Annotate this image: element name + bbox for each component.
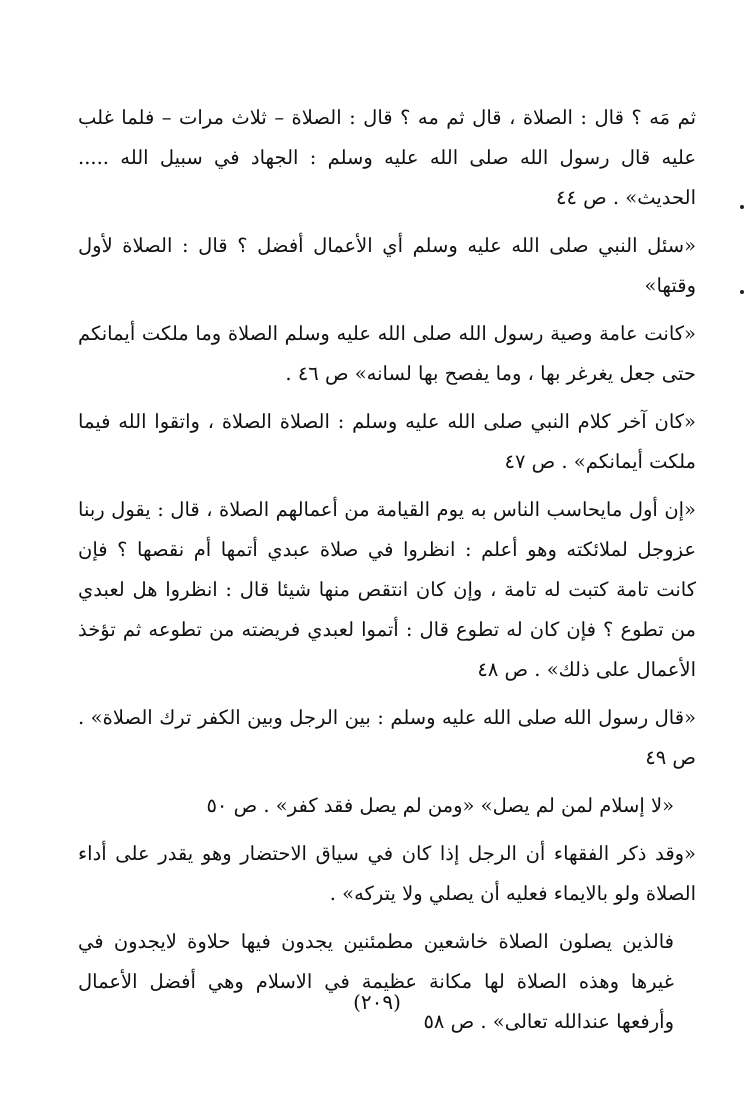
paragraph-8: «وقد ذكر الفقهاء أن الرجل إذا كان في سياق الاحتضار وهو يقدر على أداء الصلاة ولو بالايماء فعليه أن يصلي ولا يتركه» . xyxy=(78,842,696,905)
paragraph-4: «كان آخر كلام النبي صلى الله عليه وسلم : الصلاة الصلاة ، واتقوا الله فيما ملكت أيمانكم» . ص ٤٧ xyxy=(78,410,696,473)
paragraph-2: «سئل النبي صلى الله عليه وسلم أي الأعمال أفضل ؟ قال : الصلاة لأول وقتها» xyxy=(78,234,696,297)
paragraph-5: «إن أول مايحاسب الناس به يوم القيامة من أعمالهم الصلاة ، قال : يقول ربنا عزوجل لملائكته وهو أعلم : انظروا في صلاة عبدي أتمها أم نقصها ؟ فإن كانت تامة كتبت له تامة ، وإن كان انتقص منها شيئا قال : انظروا هل لعبدي من تطوع ؟ فإن كان له تطوع قال : أتموا لعبدي فريضته من تطوعه ثم تؤخذ الأعمال على ذلك» . ص ٤٨ xyxy=(78,498,696,681)
paragraph-7: «لا إسلام لمن لم يصل» «ومن لم يصل فقد كفر» . ص ٥٠ xyxy=(206,794,674,817)
margin-dot xyxy=(740,205,744,209)
paragraph-3: «كانت عامة وصية رسول الله صلى الله عليه وسلم الصلاة وما ملكت أيمانكم حتى جعل يغرغر بها ، وما يفصح بها لسانه» ص ٤٦ . xyxy=(78,322,696,385)
paragraph-1: ثم مَه ؟ قال : الصلاة ، قال ثم مه ؟ قال : الصلاة – ثلاث مرات – فلما غلب عليه قال رسول الله صلى الله عليه وسلم : الجهاد في سبيل الله ..... الحديث» . ص ٤٤ xyxy=(78,106,696,209)
paragraph-9: فالذين يصلون الصلاة خاشعين مطمئنين يجدون فيها حلاوة لايجدون في غيرها وهذه الصلاة لها مكانة عظيمة في الاسلام وهي أفضل الأعمال وأرفعها عندالله تعالى» . ص ٥٨ xyxy=(78,930,674,1033)
paragraph-6: «قال رسول الله صلى الله عليه وسلم : بين الرجل وبين الكفر ترك الصلاة» . ص ٤٩ xyxy=(78,706,696,769)
margin-dot xyxy=(740,290,744,294)
page-number: (٢٠٩) xyxy=(353,990,401,1014)
body-text xyxy=(78,98,696,1050)
